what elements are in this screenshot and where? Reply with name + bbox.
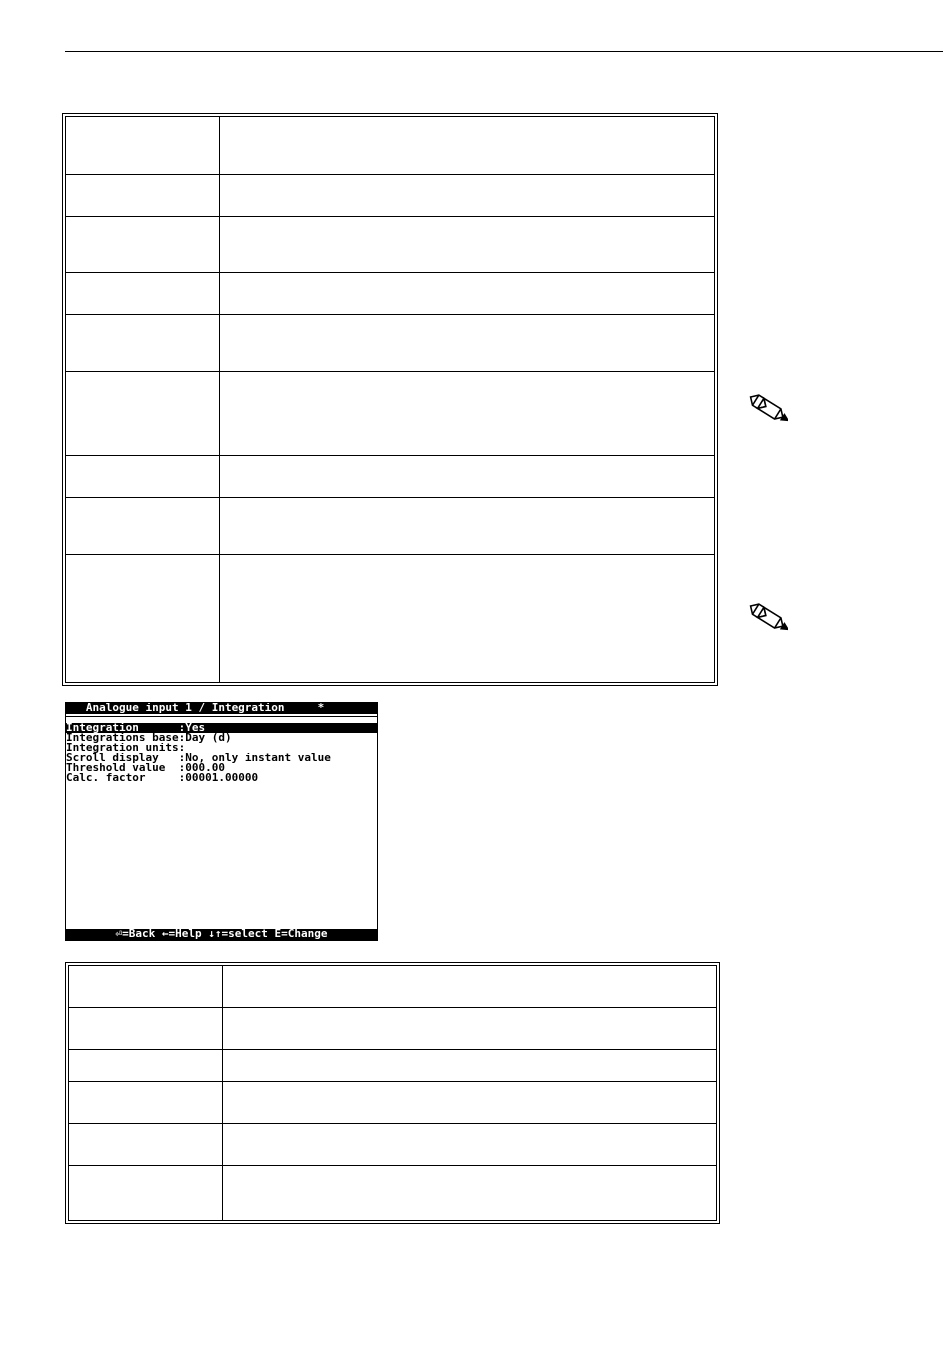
table-row <box>66 117 715 175</box>
menu-item-value: :Day (d) <box>178 733 232 743</box>
menu-list <box>66 723 377 783</box>
screen-title: Analogue input 1 / Integration * <box>66 703 377 714</box>
table-row <box>69 1166 717 1221</box>
menu-item-label: Threshold value <box>66 763 179 773</box>
table-row <box>69 1050 717 1082</box>
menu-item-label: Integrations base <box>66 733 179 743</box>
menu-item-value: :No, only instant value <box>178 753 331 763</box>
pencil-note-icon <box>738 394 788 432</box>
menu-item-label: Scroll display <box>66 753 179 763</box>
menu-item-label: Integration units <box>66 743 179 753</box>
table-row <box>69 1008 717 1050</box>
key-help-bar: ⏎=Back ←=Help ↓↑=select E=Change <box>66 929 377 940</box>
divider <box>66 716 377 717</box>
menu-item-integrations-base[interactable] <box>66 733 377 743</box>
menu-item-label: Calc. factor <box>66 773 179 783</box>
table-row <box>66 372 715 456</box>
table-row <box>66 555 715 683</box>
menu-item-integration[interactable] <box>66 723 377 733</box>
table-row <box>69 1082 717 1124</box>
menu-item-integration-units[interactable] <box>66 743 377 753</box>
parameter-table-1 <box>65 116 715 683</box>
pencil-note-icon <box>738 603 788 641</box>
menu-item-label: Integration <box>66 723 179 733</box>
menu-item-value: :00001.00000 <box>178 773 259 783</box>
table-row <box>66 175 715 217</box>
table-row <box>69 1124 717 1166</box>
table-row <box>66 273 715 315</box>
table-row <box>66 315 715 372</box>
device-screen <box>65 702 378 941</box>
table-row <box>66 456 715 498</box>
header-rule <box>65 51 943 52</box>
table-row <box>69 966 717 1008</box>
menu-item-threshold-value[interactable] <box>66 763 377 773</box>
table-row <box>66 217 715 273</box>
menu-item-value: :000.00 <box>178 763 225 773</box>
table-row <box>66 498 715 555</box>
menu-item-calc-factor[interactable] <box>66 773 377 783</box>
parameter-table-2 <box>68 965 717 1221</box>
menu-item-scroll-display[interactable] <box>66 753 377 763</box>
menu-item-value: : <box>178 743 186 753</box>
menu-item-value: :Yes <box>178 723 206 733</box>
